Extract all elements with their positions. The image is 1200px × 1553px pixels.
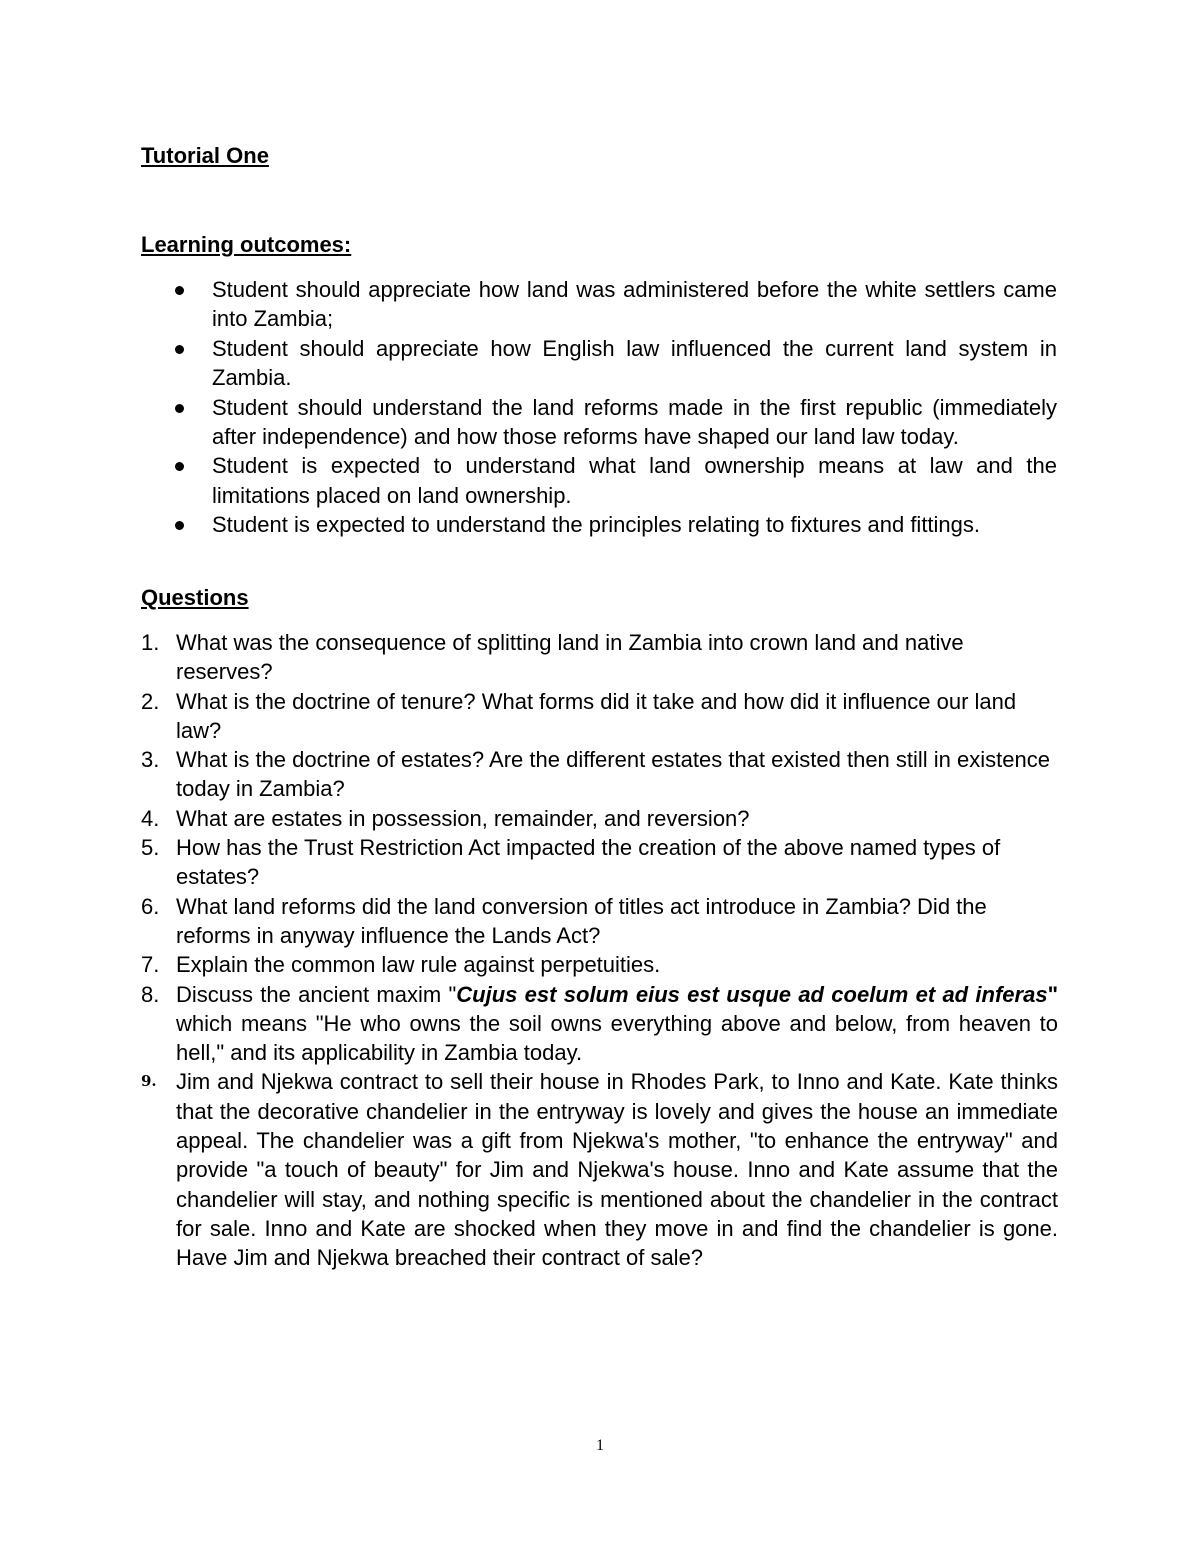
page-title: Tutorial One [141, 143, 269, 168]
question-text: How has the Trust Restriction Act impacted the creation of the above named types of estates? [176, 835, 1001, 890]
question-text-prefix: Discuss the ancient maxim " [176, 981, 457, 1007]
question-number: 1. [141, 630, 160, 655]
question-number: 6. [141, 893, 160, 919]
bullet-icon [175, 345, 184, 354]
question-text: What land reforms did the land conversion of titles act introduce in Zambia? Did the reforms in anyway influence the Lands Act? [176, 893, 987, 948]
learning-outcome-text: Student is expected to understand the principles relating to fixtures and fittings. [212, 512, 981, 538]
learning-outcome-text: Student is expected to understand what land ownership means at law and the limitations placed on land ownership. [212, 453, 1057, 508]
question-item [141, 804, 1058, 833]
question-text: What is the doctrine of tenure? What forms did it take and how did it influence our land law? [176, 688, 1017, 743]
bullet-icon [175, 521, 184, 530]
question-item [141, 892, 1058, 951]
question-text: What was the consequence of splitting land in Zambia into crown land and native reserves? [176, 630, 964, 685]
question-number: 3. [141, 747, 160, 773]
questions-list [141, 628, 1058, 1273]
bullet-icon [175, 462, 184, 471]
bullet-icon [175, 286, 184, 295]
learning-outcome-item [141, 393, 1057, 452]
learning-outcome-item [141, 451, 1057, 510]
question-item [141, 950, 1058, 979]
question-item [141, 745, 1058, 804]
question-text: What is the doctrine of estates? Are the different estates that existed then still in existence today in Zambia? [176, 747, 1050, 802]
learning-outcome-text: Student should appreciate how land was administered before the white settlers came into Zambia; [212, 277, 1057, 332]
question-item [141, 833, 1058, 892]
learning-outcome-item [141, 275, 1057, 334]
learning-outcome-text: Student should appreciate how English law influenced the current land system in Zambia. [212, 335, 1057, 391]
question-number: 4. [141, 805, 160, 831]
question-item [141, 628, 1058, 687]
question-number: 9. [141, 1072, 157, 1091]
learning-outcome-item [141, 334, 1057, 393]
question-number: 5. [141, 835, 160, 861]
learning-outcome-text: Student should understand the land reforms made in the first republic (immediately after independence) and how those reforms have shaped our land law today. [212, 394, 1057, 450]
question-text-suffix: which means "He who owns the soil owns everything above and below, from heaven to hell," and its applicability in Zambia today. [176, 1010, 1058, 1066]
questions-heading: Questions [141, 585, 249, 610]
question-number: 7. [141, 952, 160, 978]
learning-outcome-item [141, 510, 1057, 539]
page-number: 1 [596, 1437, 604, 1454]
question-text: Jim and Njekwa contract to sell their house in Rhodes Park, to Inno and Kate. Kate thinks that the decorative chandelier in the entryway is lovely and gives the house an immediate appeal. The chandelier was a gift from Njekwa's mother, "to enhance the entryway" and provide "a touch of beauty" for Jim and Njekwa's house. Inno and Kate assume that the chandelier will stay, and nothing specific is mentioned about the chandelier in the contract for sale. Inno and Kate are shocked when they move in and find the chandelier is gone. Have Jim and Njekwa breached their contract of sale? [176, 1069, 1058, 1271]
latin-maxim: Cujus est solum eius est usque ad coelum et ad inferas [456, 981, 1048, 1007]
question-text: Explain the common law rule against perpetuities. [176, 952, 661, 978]
learning-outcomes-heading: Learning outcomes: [141, 232, 352, 257]
bullet-icon [175, 404, 184, 413]
question-item [141, 687, 1058, 746]
learning-outcomes-list [141, 275, 1057, 540]
question-item-maxim [141, 980, 1058, 1068]
maxim-close-quote: " [1047, 981, 1058, 1007]
question-number: 2. [141, 688, 160, 714]
question-item-chandelier [141, 1067, 1058, 1272]
question-number: 8. [141, 981, 160, 1007]
question-text: What are estates in possession, remainder, and reversion? [176, 805, 750, 831]
